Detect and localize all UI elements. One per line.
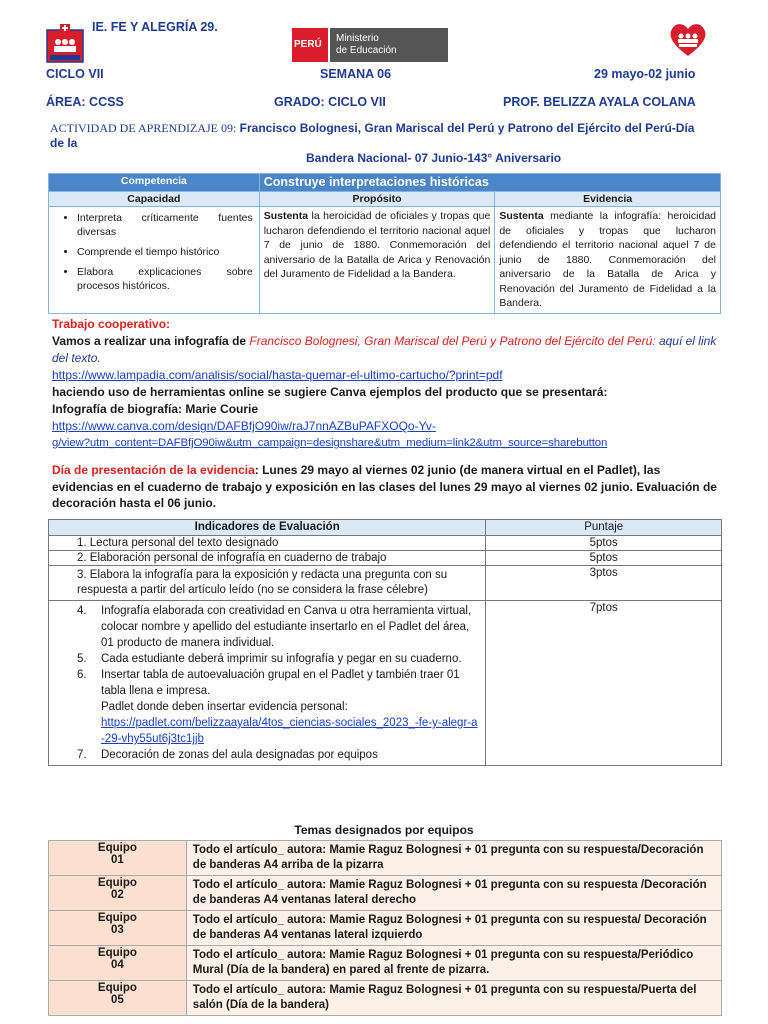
eval-row: 3. Elabora la infografía para la exposición y redacta una pregunta con su respuesta a partir del artículo leído (no se considera la frase célebre): [49, 566, 486, 601]
capacidad-item: • Elabora explicaciones sobre procesos históricos.: [77, 265, 253, 293]
cooperative-intro: Vamos a realizar una infografía de: [52, 334, 250, 348]
grado: GRADO: CICLO VII: [274, 95, 386, 109]
proposito-cell: [259, 207, 495, 314]
presentation-body: : Lunes 29 mayo al viernes 02 junio (de manera virtual en el Padlet), las evidencias en el cuaderno de trabajo y exposición en las clases del lunes 29 mayo al viernes 02 junio. Evaluación de decoración hasta el 06 junio.: [52, 463, 717, 510]
team-cell: [49, 876, 187, 911]
team-label: Equipo: [97, 947, 137, 959]
eval-score: 5ptos: [486, 536, 722, 551]
team-label: Equipo: [97, 912, 137, 924]
team-task: Todo el artículo_ autora: Mamie Raguz Bolognesi + 01 pregunta con su respuesta/Decoración de banderas A4 arriba de la pizarra: [186, 841, 721, 876]
eval-item-num: 6.: [77, 669, 87, 681]
padlet-label: Padlet donde deben insertar evidencia personal:: [101, 701, 348, 713]
ministry-name-2: de Educación: [336, 45, 397, 56]
header-proposito: Propósito: [259, 192, 495, 207]
competencia-value: Construye interpretaciones históricas: [259, 174, 720, 192]
team-task: Todo el artículo_ autora: Mamie Raguz Bolognesi + 01 pregunta con su respuesta /Decoración de banderas A4 ventanas lateral derecho: [186, 876, 721, 911]
example-label: Infografía de biografía: Marie Courie: [52, 402, 259, 416]
team-cell: [49, 946, 187, 981]
team-label: Equipo: [97, 982, 137, 994]
team-number: 04: [111, 959, 124, 971]
area: ÁREA: CCSS: [46, 95, 124, 109]
team-label: Equipo: [97, 877, 137, 889]
header-evidencia: Evidencia: [495, 192, 721, 207]
eval-header-indicadores: Indicadores de Evaluación: [49, 520, 486, 536]
eval-row: 1. Lectura personal del texto designado: [49, 536, 486, 551]
activity-title: [50, 121, 720, 151]
cooperative-section: [52, 316, 732, 452]
lampadia-link[interactable]: https://www.lampadia.com/analisis/social/hasta-quemar-el-ultimo-cartucho/?print=pdf: [52, 368, 503, 382]
capacidad-item: • Comprende el tiempo histórico: [77, 245, 253, 259]
competencia-label: Competencia: [49, 174, 260, 192]
team-task: Todo el artículo_ autora: Mamie Raguz Bolognesi + 01 pregunta con su respuesta/Periódico Mural (Día de la bandera) en pared al frente de pizarra.: [186, 946, 721, 981]
eval-item-text: Insertar tabla de autoevaluación grupal en el Padlet y también traer 01 tabla llena e impresa.: [101, 669, 460, 697]
fecha: 29 mayo-02 junio: [594, 67, 696, 81]
cooperative-intro-red: Francisco Bolognesi, Gran Mariscal del Perú y Patrono del Ejército del Perú:: [249, 334, 656, 348]
eval-item-num: 7.: [77, 749, 87, 761]
presentation-label: Día de presentación de la evidencia: [52, 463, 255, 477]
presentation-text: [52, 462, 722, 512]
school-logo: [46, 24, 84, 64]
evidencia-bold: Sustenta: [499, 210, 544, 222]
school-name: IE. FE Y ALEGRÍA 29.: [92, 20, 218, 34]
eval-row: 2. Elaboración personal de infografía en cuaderno de trabajo: [49, 551, 486, 566]
evidencia-cell: [495, 207, 721, 314]
heart-logo-icon: [668, 22, 708, 58]
eval-item-text: Cada estudiante deberá imprimir su infografía y pegar en su cuaderno.: [101, 653, 462, 665]
team-number: 01: [111, 854, 124, 866]
teams-table: [48, 840, 722, 1016]
eval-item-text: Infografía elaborada con creatividad en Canva u otra herramienta virtual, colocar nombre y apellido del estudiante insertarlo en el Padlet del área, 01 producto de manera individual.: [101, 605, 472, 649]
team-number: 05: [111, 994, 124, 1006]
teams-title: Temas designados por equipos: [294, 823, 474, 837]
cooperative-title: Trabajo cooperativo:: [52, 317, 171, 331]
team-cell: [49, 981, 187, 1016]
team-label: Equipo: [97, 842, 137, 854]
eval-header-puntaje: Puntaje: [486, 520, 722, 536]
ciclo: CICLO VII: [46, 67, 104, 81]
eval-item-text: Decoración de zonas del aula designadas por equipos: [101, 749, 378, 761]
eval-row-multi: [49, 601, 486, 766]
eval-item-num: 5.: [77, 653, 87, 665]
evaluation-table: [48, 519, 722, 766]
ministry-country: PERÚ: [294, 39, 322, 50]
tools-text: haciendo uso de herramientas online se sugiere Canva ejemplos del producto que se presentará:: [52, 385, 608, 399]
canva-link-line-2[interactable]: g/view?utm_content=DAFBfjO90iw&utm_campaign=designshare&utm_medium=link2&utm_source=sharebutton: [52, 437, 608, 449]
team-cell: [49, 911, 187, 946]
team-cell: [49, 841, 187, 876]
semana: SEMANA 06: [320, 67, 392, 81]
eval-item-num: 4.: [77, 605, 87, 617]
competency-table: [48, 173, 721, 314]
padlet-link[interactable]: https://padlet.com/belizzaayala/4tos_ciencias-sociales_2023_-fe-y-alegr-a-29-vhy55ut6j3tc1jjb: [101, 717, 478, 745]
activity-title-1: Francisco Bolognesi, Gran Mariscal del Perú y Patrono del Ejército del Perú-Día: [239, 121, 695, 135]
activity-label: ACTIVIDAD DE APRENDIZAJE 09:: [50, 121, 237, 135]
header-capacidad: Capacidad: [49, 192, 260, 207]
capacidad-item: • Interpreta críticamente fuentes diversas: [77, 211, 253, 239]
eval-score: 3ptos: [486, 566, 722, 601]
team-task: Todo el artículo_ autora: Mamie Raguz Bolognesi + 01 pregunta con su respuesta/Puerta del salón (Día de la bandera): [186, 981, 721, 1016]
team-number: 02: [111, 889, 124, 901]
activity-subtitle: Bandera Nacional- 07 Junio-143° Aniversario: [306, 151, 562, 165]
team-number: 03: [111, 924, 124, 936]
evidencia-text: mediante la infografía: heroicidad de oficiales y tropas que lucharon defendiendo el territorio nacional aquel 7 de junio de 1880. Conmemoración del aniversario de la Batalla de Arica y Renovación del Juramento de Fidelidad a la Bandera.: [499, 210, 716, 309]
eval-score: 5ptos: [486, 551, 722, 566]
profesor: PROF. BELIZZA AYALA COLANA: [503, 95, 696, 109]
proposito-bold: Sustenta: [263, 210, 309, 222]
ministry-name-1: Ministerio: [336, 33, 379, 44]
cooperative-intro-link: aquí el link del texto.: [52, 334, 717, 365]
ministry-logo: [292, 28, 448, 62]
eval-score: 7ptos: [486, 601, 722, 766]
canva-link-line-1[interactable]: https://www.canva.com/design/DAFBfjO90iw/raJ7nnAZBuPAFXOQo-Yv-: [52, 419, 436, 433]
proposito-text: la heroicidad de oficiales y tropas que lucharon defendiendo el territorio nacional aquel 7 de junio de 1880. Conmemoración del aniversario de la Batalla de Arica y Renovación del Juramento de Fidelidad a la Bandera.: [263, 210, 491, 280]
team-task: Todo el artículo_ autora: Mamie Raguz Bolognesi + 01 pregunta con su respuesta/ Decoración de banderas A4 ventanas lateral izquierdo: [186, 911, 721, 946]
activity-title-2: de la: [50, 136, 78, 150]
